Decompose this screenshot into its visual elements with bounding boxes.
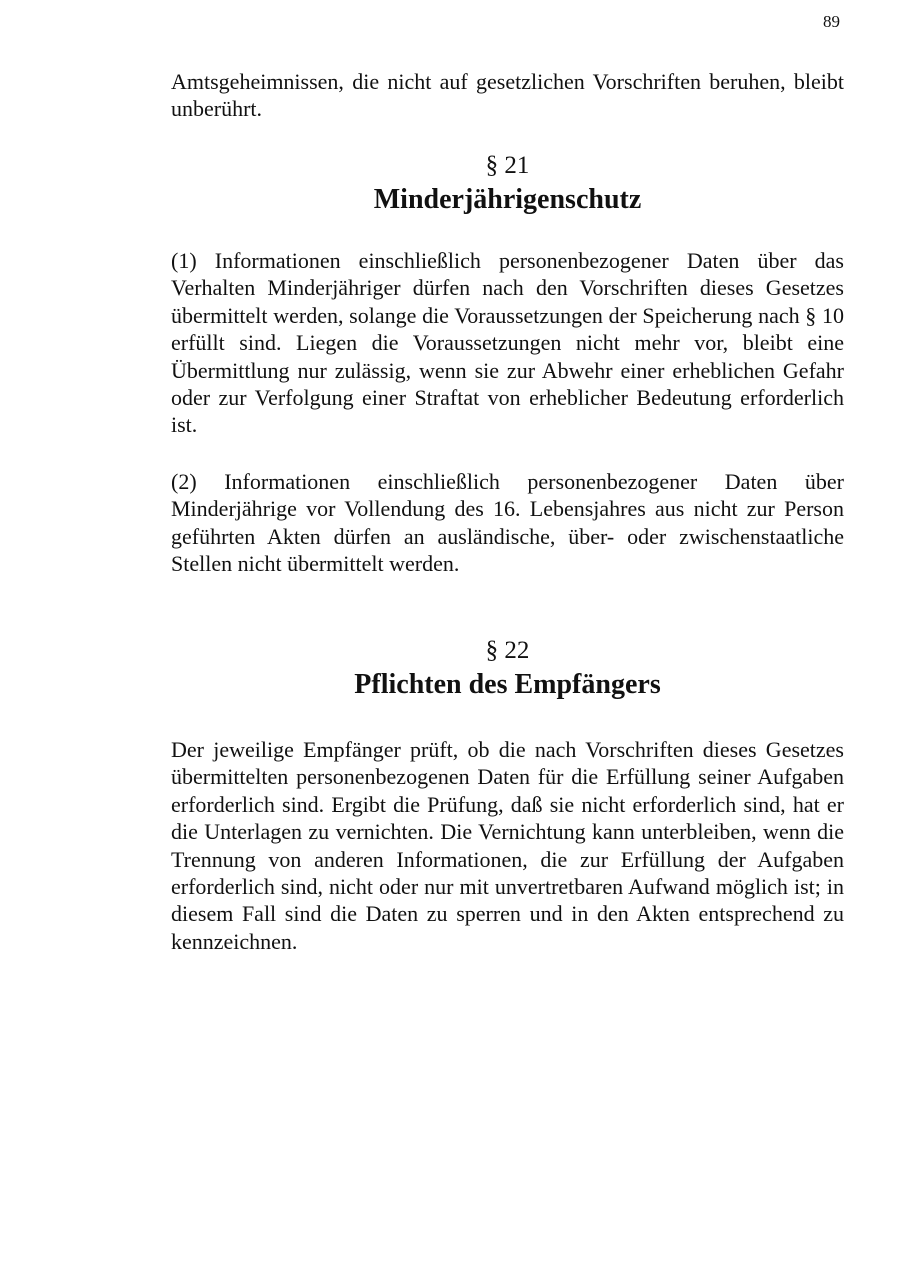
section-number: § 22 [485,637,530,664]
section-title: Pflichten des Empfängers [354,669,661,700]
section-21-heading [171,150,844,218]
section-number: § 21 [485,152,530,179]
section-22-paragraph-1: Der jeweilige Empfänger prüft, ob die nach Vorschriften dieses Gesetzes übermittelten personenbezogenen Daten für die Erfüllung seiner Aufgaben erforderlich sind. Ergibt die Prüfung, daß sie nicht erforderlich sind, hat er die Unterlagen zu vernichten. Die Vernichtung kann unterbleiben, wenn die Trennung von anderen Informationen, die zur Erfüllung der Aufgaben erforderlich sind, nicht oder nur mit unvertretbaren Aufwand möglich ist; in diesem Fall sind die Daten zu sperren und in den Akten entsprechend zu kennzeichnen. [171,737,844,954]
page-number: 89 [823,12,840,31]
carryover-paragraph: Amtsgeheimnissen, die nicht auf gesetzlichen Vorschriften beruhen, bleibt unberührt. [171,69,844,122]
section-21-paragraph-1: (1) Informationen einschließlich personenbezogener Daten über das Verhalten Minderjähriger dürfen nach den Vorschriften dieses Gesetzes übermittelt werden, solange die Voraussetzungen der Speicherung nach § 10 erfüllt sind. Liegen die Voraussetzungen nicht mehr vor, bleibt eine Übermittlung nur zulässig, wenn sie zur Abwehr einer erheblichen Gefahr oder zur Verfolgung einer Straftat von erheblicher Bedeutung erforderlich ist. [171,248,844,438]
section-21-paragraph-2: (2) Informationen einschließlich personenbezogener Daten über Minderjährige vor Vollendung des 16. Lebensjahres aus nicht zur Person geführten Akten dürfen an ausländische, über- oder zwischenstaatliche Stellen nicht übermittelt werden. [171,469,844,577]
section-title: Minderjährigenschutz [373,184,642,215]
section-22-heading [171,635,844,703]
